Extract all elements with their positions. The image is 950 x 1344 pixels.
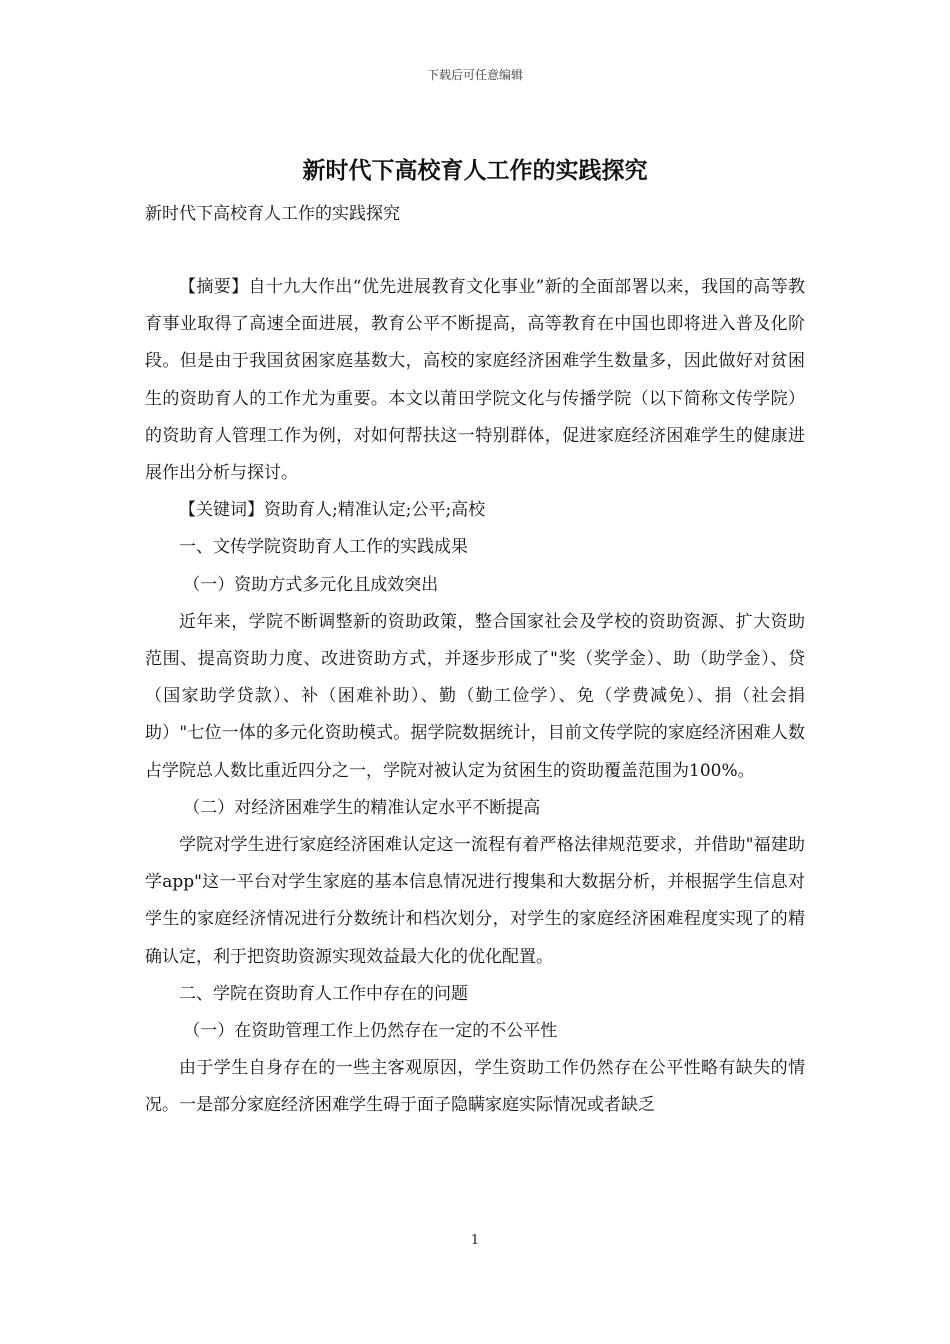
keywords-paragraph: 【关键词】资助育人;精准认定;公平;高校 — [179, 500, 486, 521]
body-paragraph: 由于学生自身存在的一些主客观原因，学生资助工作仍然存在公平性略有缺失的情况。一是部分家庭经济困难学生碍于面子隐瞒家庭实际情况或者缺乏 — [145, 1058, 805, 1116]
page-header: 下载后可任意编辑 — [426, 68, 523, 82]
document-body — [145, 269, 805, 1125]
body-paragraph: 近年来，学院不断调整新的资助政策，整合国家社会及学校的资助资源、扩大资助范围、提高资助力度、改进资助方式，并逐步形成了"奖（奖学金）、助（助学金）、贷（国家助学贷款）、补（困难补助）、勤（勤工俭学）、免（学费减免）、捐（社会捐助）"七位一体的多元化资助模式。据学院数据统计，目前文传学院的家庭经济困难人数占学院总人数比重近四分之一，学院对被认定为贫困生的资助覆盖范围为100%。 — [145, 611, 805, 781]
document-title: 新时代下高校育人工作的实践探究 — [302, 157, 648, 184]
section-heading: 一、文传学院资助育人工作的实践成果 — [179, 537, 468, 558]
page-number: 1 — [470, 1233, 480, 1248]
section-heading: 二、学院在资助育人工作中存在的问题 — [179, 983, 468, 1004]
subsection-heading: （一）资助方式多元化且成效突出 — [183, 574, 439, 595]
body-paragraph: 学院对学生进行家庭经济困难认定这一流程有着严格法律规范要求，并借助"福建助学app"这一平台对学生家庭的基本信息情况进行搜集和大数据分析，并根据学生信息对学生的家庭经济情况进行分数统计和档次划分，对学生的家庭经济困难程度实现了的精确认定，利于把资助资源实现效益最大化的优化配置。 — [145, 835, 805, 967]
subsection-heading: （一）在资助管理工作上仍然存在一定的不公平性 — [183, 1021, 558, 1042]
subsection-heading: （二）对经济困难学生的精准认定水平不断提高 — [183, 797, 541, 818]
document-subtitle: 新时代下高校育人工作的实践探究 — [145, 204, 400, 224]
abstract-paragraph: 【摘要】自十九大作出“优先进展教育文化事业”新的全面部署以来，我国的高等教育事业取得了高速全面进展，教育公平不断提高，高等教育在中国也即将进入普及化阶段。但是由于我国贫困家庭基数大，高校的家庭经济困难学生数量多，因此做好对贫困生的资助育人的工作尤为重要。本文以莆田学院文化与传播学院（以下简称文传学院）的资助育人管理工作为例，对如何帮扶这一特别群体，促进家庭经济困难学生的健康进展作出分析与探讨。 — [145, 277, 805, 484]
